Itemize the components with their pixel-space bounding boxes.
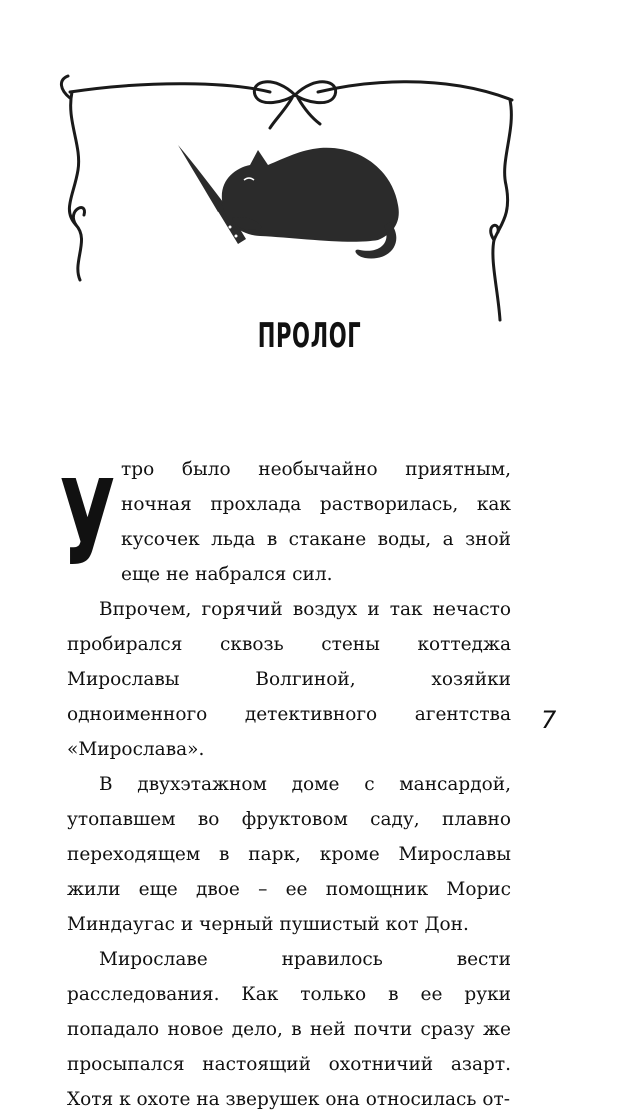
paragraph: Мирославе нравилось вести расследования. Как только в ее руки попадало новое дело, в ней почти сразу же просыпался настоящий охотничий азарт. Хотя к охоте на зверушек она относилась от- [67, 949, 511, 1110]
chapter-ornament [0, 0, 619, 350]
cat-icon [222, 148, 399, 259]
bow-icon [254, 82, 335, 128]
paragraph: В двухэтажном доме с мансардой, утопавшем во фруктовом саду, плавно переходящем в парк, кроме Мирославы жили еще двое – ее помощник Морис Миндаугас и черный пушистый кот Дон. [67, 774, 511, 935]
chapter-title: ПРОЛОГ [257, 316, 362, 356]
svg-text:У: У [59, 455, 116, 593]
drop-cap [59, 455, 116, 593]
paragraph: Впрочем, горячий воздух и так нечасто пробирался сквозь стены коттеджа Мирославы Волгиной, хозяйки одноименного детективного агентства «Мирослава». [67, 599, 511, 760]
page-number: 7 [541, 706, 557, 734]
paragraph: тро было необычайно приятным, ночная прохлада растворилась, как кусочек льда в стакане воды, а зной еще не набрался сил. [121, 459, 511, 585]
body-text [59, 452, 511, 1117]
